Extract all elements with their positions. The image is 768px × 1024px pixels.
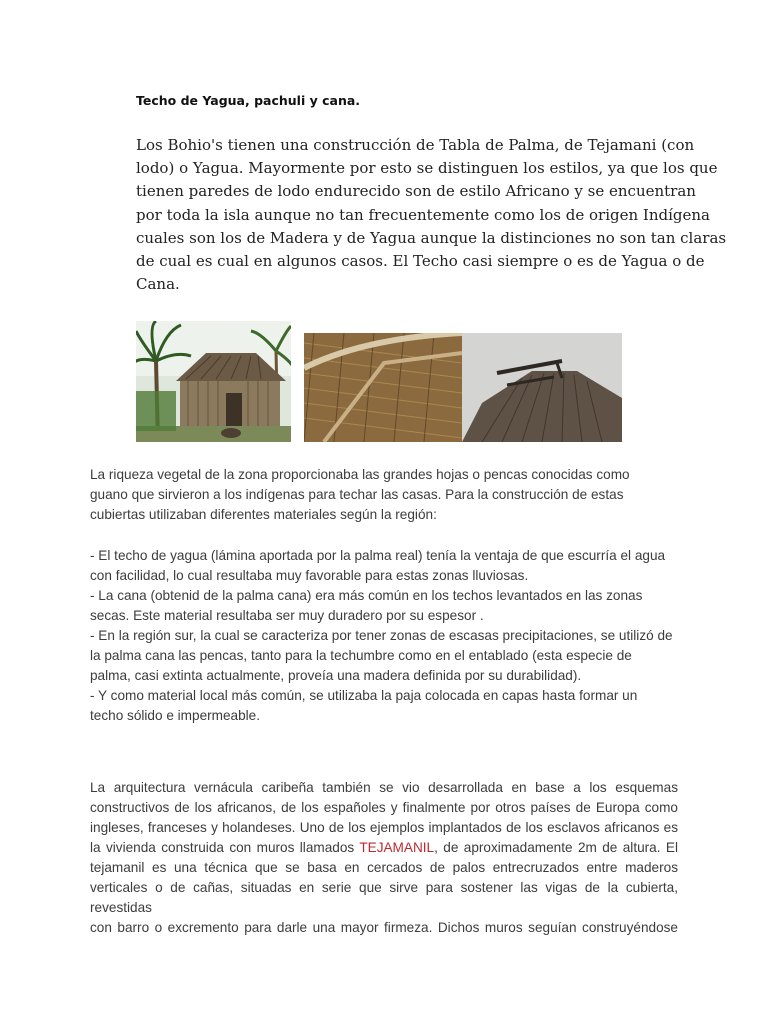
- paragraph-line: guano que sirvieron a los indígenas para techar las casas. Para la construcción de estas: [90, 487, 624, 502]
- hut-illustration-image: [136, 321, 291, 442]
- list-line: la palma cana las pencas, tanto para la techumbre como en el entablado (esta especie de: [90, 648, 632, 663]
- list-line: con facilidad, lo cual resultaba muy favorable para estas zonas lluviosas.: [90, 568, 529, 583]
- paragraph-line: ingleses, franceses y holandeses. Uno de los ejemplos implantados de los esclavos africanos es: [90, 820, 678, 835]
- intro-line: lodo) o Yagua. Mayormente por esto se distinguen los estilos, ya que los que: [136, 159, 718, 178]
- paragraph-line: constructivos de los africanos, de los españoles y finalmente por otros países de Europa como: [90, 800, 678, 815]
- intro-line: tienen paredes de lodo endurecido son de estilo Africano y se encuentran: [136, 182, 696, 201]
- paragraph-line: La arquitectura vernácula caribeña también se vio desarrollada en base a los esquemas: [90, 780, 678, 795]
- list-line: techo sólido e impermeable.: [90, 708, 261, 723]
- line-text: , de aproximadamente 2m de altura. El: [434, 840, 678, 855]
- thatch-ceiling-image: [304, 333, 462, 442]
- list-line: - Y como material local más común, se utilizaba la paja colocada en capas hasta formar un: [90, 688, 638, 703]
- paragraph-line: La riqueza vegetal de la zona proporcionaba las grandes hojas o pencas conocidas como: [90, 467, 630, 482]
- tejamanil-highlight: TEJAMANIL: [359, 840, 435, 855]
- list-line: - La cana (obtenid de la palma cana) era más común en los techos levantados en las zonas: [90, 588, 643, 603]
- list-line: palma, casi extinta actualmente, proveía una madera definida por su durabilidad).: [90, 668, 582, 683]
- intro-line: por toda la isla aunque no tan frecuentemente como los de origen Indígena: [136, 205, 710, 224]
- paragraph-line: con barro o excremento para darle una mayor firmeza. Dichos muros seguían construyéndose: [90, 920, 678, 935]
- paragraph-line: [90, 838, 678, 858]
- paragraph-line: tejamanil es una técnica que se basa en cercados de palos entrecruzados entre maderos: [90, 860, 678, 875]
- thatch-roof-peak-image: [462, 333, 622, 442]
- line-text: la vivienda construida con muros llamados: [90, 840, 360, 855]
- intro-line: Los Bohio's tienen una construcción de Tabla de Palma, de Tejamani (con: [136, 136, 695, 154]
- intro-paragraph: [136, 134, 727, 296]
- intro-line: Cana.: [136, 275, 180, 294]
- intro-line: cuales son los de Madera y de Yagua aunque la distinciones no son tan claras: [136, 228, 727, 247]
- list-line: - En la región sur, la cual se caracteriza por tener zonas de escasas precipitaciones, se utilizó de: [90, 628, 673, 643]
- list-line: - El techo de yagua (lámina aportada por la palma real) tenía la ventaja de que escurría el agua: [90, 548, 666, 563]
- intro-line: de cual es cual en algunos casos. El Techo casi siempre o es de Yagua o de: [136, 252, 705, 271]
- vegetation-paragraph: [90, 465, 678, 525]
- architecture-paragraph: [90, 778, 678, 938]
- page-heading: Techo de Yagua, pachuli y cana.: [136, 93, 361, 108]
- paragraph-line: verticales o de cañas, situadas en serie que sirve para sostener las vigas de la cubierta, revestidas: [90, 880, 678, 915]
- paragraph-line: cubiertas utilizaban diferentes materiales según la región:: [90, 507, 437, 522]
- materials-list: [90, 546, 678, 726]
- list-line: secas. Este material resultaba ser muy duradero por su espesor .: [90, 608, 484, 623]
